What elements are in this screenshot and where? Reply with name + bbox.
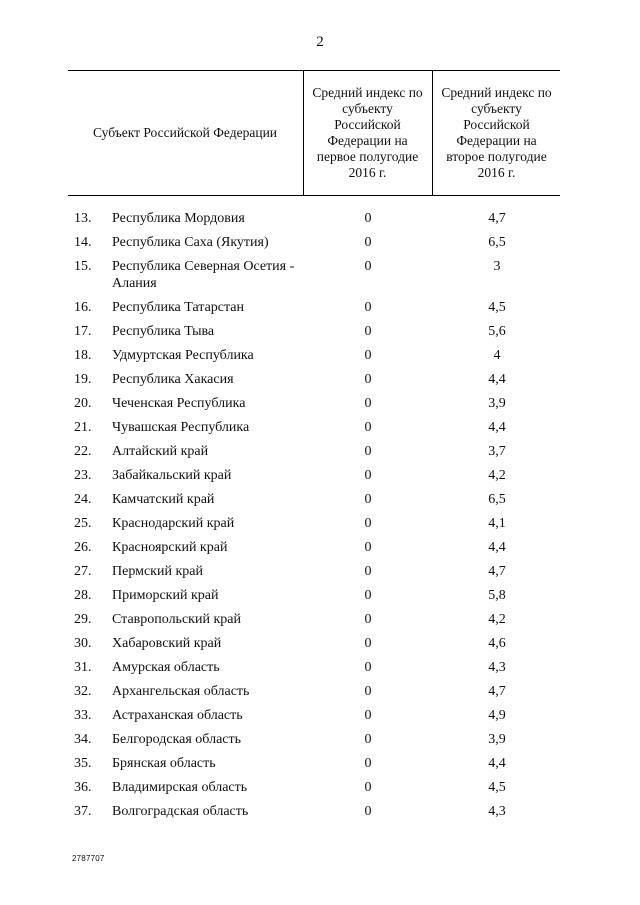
subject-name: Ставропольский край	[112, 612, 241, 627]
index-first-half: 0	[364, 708, 372, 723]
subject-name: Республика Мордовия	[112, 211, 245, 226]
subject-name: Владимирская область	[112, 780, 248, 795]
table-row	[68, 234, 560, 258]
index-second-half: 4,3	[488, 804, 506, 819]
table-row	[68, 323, 560, 347]
subject-name: Амурская область	[112, 660, 220, 675]
row-number: 33.	[74, 708, 92, 723]
index-first-half: 0	[364, 372, 372, 387]
row-number: 24.	[74, 492, 92, 507]
row-number: 16.	[74, 300, 92, 315]
index-second-half: 6,5	[488, 235, 506, 250]
index-second-half: 4	[493, 348, 501, 363]
index-second-half: 3	[493, 259, 501, 274]
index-second-half: 5,6	[488, 324, 506, 339]
index-second-half: 4,4	[488, 372, 506, 387]
subject-name: Республика Северная Осетия - Алания	[112, 259, 295, 291]
row-number: 29.	[74, 612, 92, 627]
table-row	[68, 683, 560, 707]
row-number: 27.	[74, 564, 92, 579]
table-row	[68, 515, 560, 539]
index-first-half: 0	[364, 780, 372, 795]
row-number: 36.	[74, 780, 92, 795]
row-number: 37.	[74, 804, 92, 819]
row-number: 17.	[74, 324, 92, 339]
subject-name: Приморский край	[112, 588, 219, 603]
index-second-half: 4,4	[488, 420, 506, 435]
index-first-half: 0	[364, 564, 372, 579]
subject-name: Республика Тыва	[112, 324, 215, 339]
subject-name: Камчатский край	[112, 492, 215, 507]
index-second-half: 6,5	[488, 492, 506, 507]
index-first-half: 0	[364, 300, 372, 315]
table-row	[68, 258, 560, 299]
index-second-half: 4,4	[488, 540, 506, 555]
index-first-half: 0	[364, 660, 372, 675]
index-second-half: 4,4	[488, 756, 506, 771]
index-first-half: 0	[364, 211, 372, 226]
index-second-half: 4,2	[488, 468, 506, 483]
table-row	[68, 467, 560, 491]
subject-name: Белгородская область	[112, 732, 242, 747]
subject-name: Архангельская область	[112, 684, 250, 699]
table-row	[68, 210, 560, 234]
subject-name: Астраханская область	[112, 708, 243, 723]
table-row	[68, 563, 560, 587]
index-second-half: 4,7	[488, 564, 506, 579]
index-first-half: 0	[364, 804, 372, 819]
subject-name: Краснодарский край	[112, 516, 235, 531]
index-first-half: 0	[364, 324, 372, 339]
header-first-half: Средний индекс по субъекту Российской Федерации на первое полугодие 2016 г.	[303, 71, 431, 195]
index-second-half: 3,9	[488, 396, 506, 411]
index-first-half: 0	[364, 636, 372, 651]
row-number: 20.	[74, 396, 92, 411]
header-subject: Субъект Российской Федерации	[92, 125, 278, 140]
index-second-half: 4,2	[488, 612, 506, 627]
index-first-half: 0	[364, 684, 372, 699]
page-number: 2	[316, 34, 324, 50]
index-first-half: 0	[364, 396, 372, 411]
subject-name: Чеченская Республика	[112, 396, 246, 411]
row-number: 34.	[74, 732, 92, 747]
header-row	[68, 70, 560, 196]
table-row	[68, 779, 560, 803]
subject-name: Брянская область	[112, 756, 216, 771]
subject-name: Забайкальский край	[112, 468, 232, 483]
index-first-half: 0	[364, 540, 372, 555]
index-second-half: 4,5	[488, 780, 506, 795]
table-row	[68, 347, 560, 371]
row-number: 25.	[74, 516, 92, 531]
index-second-half: 4,6	[488, 636, 506, 651]
row-number: 26.	[74, 540, 92, 555]
table-row	[68, 611, 560, 635]
table-row	[68, 419, 560, 443]
index-second-half: 4,5	[488, 300, 506, 315]
index-first-half: 0	[364, 444, 372, 459]
index-first-half: 0	[364, 468, 372, 483]
table-row	[68, 491, 560, 515]
subject-name: Удмуртская Республика	[112, 348, 254, 363]
index-second-half: 3,7	[488, 444, 506, 459]
subject-name: Хабаровский край	[112, 636, 222, 651]
table-row	[68, 659, 560, 683]
index-first-half: 0	[364, 756, 372, 771]
row-number: 31.	[74, 660, 92, 675]
index-first-half: 0	[364, 516, 372, 531]
document-code: 2787707	[72, 854, 105, 863]
index-second-half: 4,1	[488, 516, 506, 531]
table-row	[68, 635, 560, 659]
table-row	[68, 803, 560, 827]
table-row	[68, 755, 560, 779]
subject-name: Республика Хакасия	[112, 372, 234, 387]
row-number: 32.	[74, 684, 92, 699]
row-number: 21.	[74, 420, 92, 435]
subject-name: Красноярский край	[112, 540, 228, 555]
table-row	[68, 731, 560, 755]
table-row	[68, 539, 560, 563]
row-number: 35.	[74, 756, 92, 771]
table-body	[68, 210, 560, 827]
index-first-half: 0	[364, 420, 372, 435]
index-second-half: 5,8	[488, 588, 506, 603]
index-second-half: 4,7	[488, 684, 506, 699]
index-second-half: 4,7	[488, 211, 506, 226]
header-second-half: Средний индекс по субъекту Российской Федерации на второе полугодие 2016 г.	[432, 71, 560, 195]
table-row	[68, 443, 560, 467]
table-row	[68, 707, 560, 731]
table-header	[68, 70, 560, 196]
index-first-half: 0	[364, 348, 372, 363]
subject-name: Алтайский край	[112, 444, 209, 459]
index-first-half: 0	[364, 588, 372, 603]
table-row	[68, 371, 560, 395]
row-number: 30.	[74, 636, 92, 651]
row-number: 15.	[74, 259, 92, 274]
index-second-half: 3,9	[488, 732, 506, 747]
subject-name: Чувашская Республика	[112, 420, 250, 435]
subject-name: Республика Татарстан	[112, 300, 245, 315]
table-row	[68, 587, 560, 611]
row-number: 14.	[74, 235, 92, 250]
row-number: 13.	[74, 211, 92, 226]
row-number: 23.	[74, 468, 92, 483]
table-row	[68, 395, 560, 419]
index-first-half: 0	[364, 235, 372, 250]
index-second-half: 4,9	[488, 708, 506, 723]
row-number: 18.	[74, 348, 92, 363]
table-row	[68, 299, 560, 323]
index-first-half: 0	[364, 492, 372, 507]
row-number: 19.	[74, 372, 92, 387]
index-first-half: 0	[364, 259, 372, 274]
subject-name: Волгоградская область	[112, 804, 249, 819]
index-second-half: 4,3	[488, 660, 506, 675]
row-number: 22.	[74, 444, 92, 459]
subject-name: Республика Саха (Якутия)	[112, 235, 269, 250]
subject-name: Пермский край	[112, 564, 203, 579]
index-first-half: 0	[364, 732, 372, 747]
row-number: 28.	[74, 588, 92, 603]
index-first-half: 0	[364, 612, 372, 627]
